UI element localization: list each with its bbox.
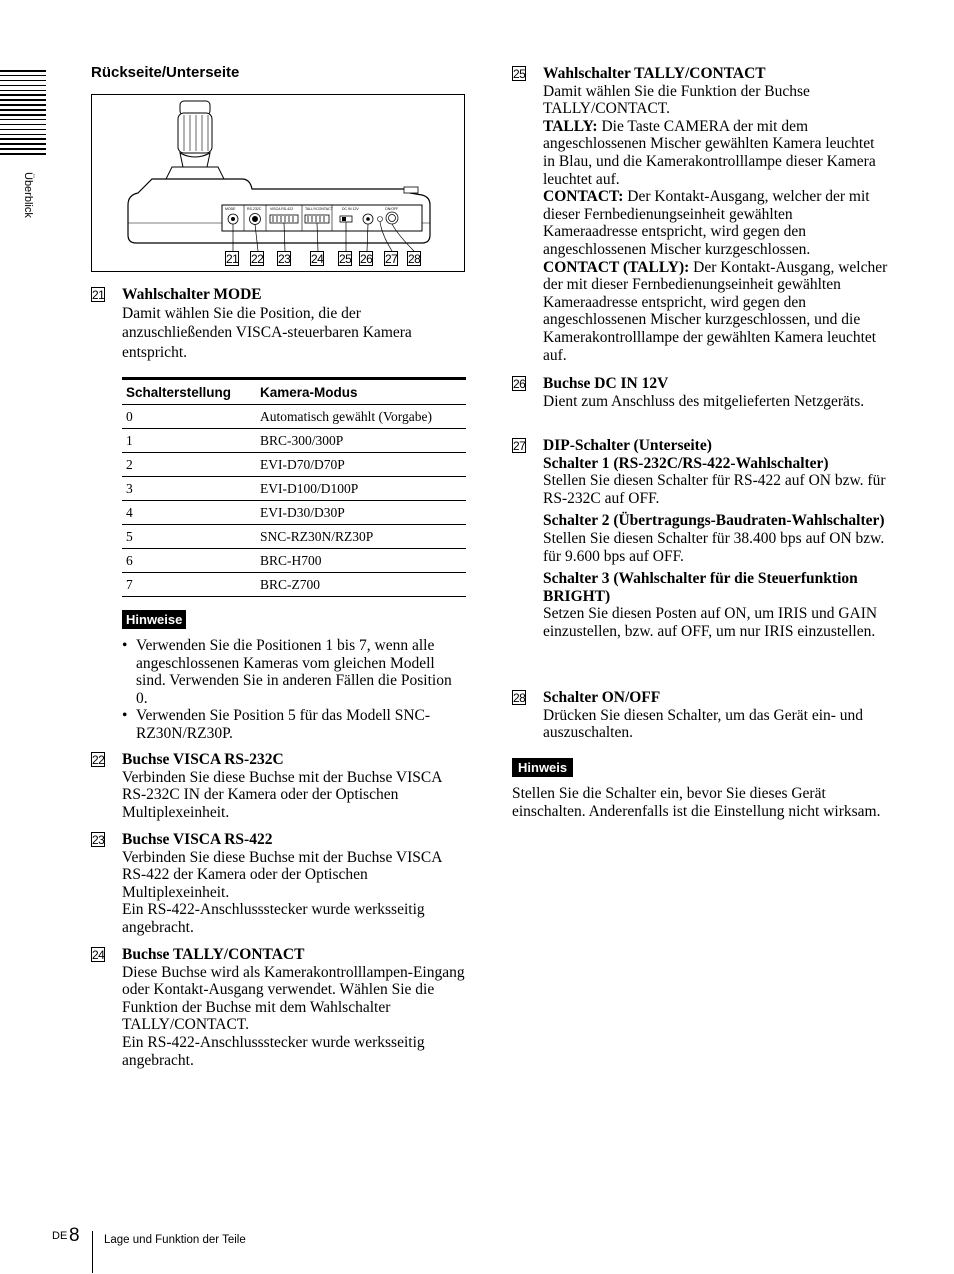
table-header-row [122, 379, 466, 405]
svg-text:TALLY/CONTACT: TALLY/CONTACT [305, 207, 333, 211]
rear-panel-figure [91, 94, 465, 272]
item-25-number: 25 [513, 67, 526, 81]
table-row [122, 453, 466, 477]
table-row [122, 429, 466, 453]
item-21-body: Damit wählen Sie die Position, die der anzuschließenden VISCA-steuerbaren Kamera entspricht. [122, 304, 412, 361]
item-22-body: Verbinden Sie diese Buchse mit der Buchse VISCA RS-232C IN der Kamera oder der Optischen Multiplexeinheit. [122, 768, 442, 821]
item-23-number: 23 [92, 833, 105, 847]
table-cell: 0 [122, 405, 256, 429]
table-cell: BRC-300/300P [256, 429, 466, 453]
table-cell: EVI-D30/D30P [256, 501, 466, 525]
item-24-number: 24 [92, 948, 105, 962]
svg-text:DC IN 12V: DC IN 12V [342, 207, 359, 211]
item-24-body: Diese Buchse wird als Kamerakontrolllampen-Eingang oder Kontakt-Ausgang verwendet. Wählen Sie die Funktion der Buchse mit dem Wahlschalter TALLY/CONTACT. [122, 963, 465, 1034]
svg-text:VISCA RS-422: VISCA RS-422 [270, 207, 294, 211]
table-cell: Automatisch gewählt (Vorgabe) [256, 405, 466, 429]
list-item: • Verwenden Sie Position 5 für das Modell SNC-RZ30N/RZ30P. [122, 707, 466, 742]
section-heading: Rückseite/Unterseite [91, 64, 240, 81]
footer-section: Lage und Funktion der Teile [104, 1234, 246, 1246]
item-25-contact-tally [543, 259, 888, 365]
item-23 [91, 831, 466, 937]
callout-23: 23 [278, 252, 291, 266]
contact-tally-text: Der Kontakt-Ausgang, welcher der mit dieser Fernbedienungseinheit gewählten Kameraadresse entspricht, wird gegen den angeschlossenen Mischer kurzgeschlossen, und die Kamerakontrolllampe der gewählten Kamera leuchtet auf. [543, 258, 888, 364]
callout-22: 22 [251, 252, 264, 266]
item-26-number: 26 [513, 377, 526, 391]
item-23-body: Verbinden Sie diese Buchse mit der Buchse VISCA RS-422 der Kamera oder der Optischen Multiplexeinheit. [122, 848, 442, 901]
table-cell: 1 [122, 429, 256, 453]
callout-25: 25 [339, 252, 352, 266]
note-text: Stellen Sie die Schalter ein, bevor Sie dieses Gerät einschalten. Anderenfalls ist die Einstellung nicht wirksam. [512, 785, 881, 820]
switch-3-title: Schalter 3 (Wahlschalter für die Steuerfunktion BRIGHT) [543, 570, 858, 605]
table-cell: EVI-D70/D70P [256, 453, 466, 477]
item-27-title: DIP-Schalter (Unterseite) [543, 437, 712, 454]
svg-text:RS-232C: RS-232C [247, 207, 262, 211]
item-22-number: 22 [92, 753, 105, 767]
list-item: • Verwenden Sie die Positionen 1 bis 7, wenn alle angeschlossenen Kameras vom gleichen Modell sind. Verwenden Sie in anderen Fällen die Position 0. [122, 637, 466, 707]
table-cell: 6 [122, 549, 256, 573]
side-tab-label: Überblick [22, 172, 34, 218]
contact-tally-label: CONTACT (TALLY): [543, 258, 690, 276]
item-25-title: Wahlschalter TALLY/CONTACT [543, 65, 766, 82]
item-25-contact [543, 188, 888, 258]
notes-label: Hinweise [122, 610, 186, 629]
item-25 [512, 65, 888, 364]
table-row [122, 525, 466, 549]
table-row [122, 573, 466, 597]
table-cell: BRC-Z700 [256, 573, 466, 597]
item-25-body: Damit wählen Sie die Funktion der Buchse TALLY/CONTACT. [543, 82, 810, 118]
item-25-tally [543, 118, 888, 188]
switch-3-text: Setzen Sie diesen Posten auf ON, um IRIS und GAIN einzustellen, bzw. auf OFF, um nur IRIS einzustellen. [543, 605, 878, 640]
notes-list [122, 637, 466, 743]
switch-1-text: Stellen Sie diesen Schalter für RS-422 auf ON bzw. für RS-232C auf OFF. [543, 472, 886, 507]
callout-26: 26 [360, 252, 373, 266]
item-23-body-2: Ein RS-422-Anschlussstecker wurde werksseitig angebracht. [122, 901, 425, 936]
item-24-title: Buchse TALLY/CONTACT [122, 946, 305, 963]
footer-language: DE [52, 1230, 68, 1242]
callout-24: 24 [311, 252, 324, 266]
svg-text:ON/OFF: ON/OFF [385, 207, 399, 211]
item-28 [512, 689, 888, 742]
item-26 [512, 375, 888, 410]
item-21-title: Wahlschalter MODE [122, 286, 262, 303]
item-26-body: Dient zum Anschluss des mitgelieferten Netzgeräts. [543, 392, 865, 410]
mode-table [122, 377, 466, 597]
item-22-title: Buchse VISCA RS-232C [122, 751, 284, 768]
svg-text:MODE: MODE [225, 207, 236, 211]
item-24-body-2: Ein RS-422-Anschlussstecker wurde werksseitig angebracht. [122, 1033, 425, 1069]
item-24 [91, 946, 466, 1069]
item-22 [91, 751, 466, 821]
table-row [122, 405, 466, 429]
table-row [122, 477, 466, 501]
table-cell: 5 [122, 525, 256, 549]
item-23-title: Buchse VISCA RS-422 [122, 831, 273, 848]
switch-1-title: Schalter 1 (RS-232C/RS-422-Wahlschalter) [543, 454, 829, 472]
item-28-title: Schalter ON/OFF [543, 689, 661, 706]
tally-text: Die Taste CAMERA der mit dem angeschlossenen Mischer gewählten Kamera leuchtet in Blau, und die Kamerakontrolllampe dieser Kamera leuchtet auf. [543, 117, 876, 188]
table-cell: 3 [122, 477, 256, 501]
page-number: 8 [69, 1225, 80, 1246]
table-row [122, 549, 466, 573]
item-27-number: 27 [513, 439, 526, 453]
item-21 [91, 286, 466, 362]
item-21-number: 21 [92, 288, 105, 302]
table-cell: SNC-RZ30N/RZ30P [256, 525, 466, 549]
contact-label: CONTACT: [543, 188, 624, 206]
rear-panel-illustration [92, 95, 464, 271]
side-tab-bars [0, 70, 46, 160]
table-cell: 7 [122, 573, 256, 597]
contact-text: Der Kontakt-Ausgang, welcher der mit dieser Fernbedienungseinheit gewählten Kameraadresse entspricht, wird gegen den angeschlossenen Mischer kurzgeschlossen. [543, 188, 870, 258]
footer-divider [92, 1231, 93, 1273]
table-header: Schalterstellung [122, 379, 256, 405]
callout-27: 27 [385, 252, 398, 266]
item-27 [512, 437, 888, 641]
item-26-title: Buchse DC IN 12V [543, 375, 669, 392]
item-28-number: 28 [513, 691, 526, 705]
table-cell: 4 [122, 501, 256, 525]
table-header: Kamera-Modus [256, 379, 466, 405]
callout-28: 28 [408, 252, 421, 266]
switch-2-title: Schalter 2 (Übertragungs-Baudraten-Wahlschalter) [543, 512, 885, 530]
callout-21: 21 [226, 252, 239, 266]
table-cell: 2 [122, 453, 256, 477]
table-row [122, 501, 466, 525]
switch-2-text: Stellen Sie diesen Schalter für 38.400 bps auf ON bzw. für 9.600 bps auf OFF. [543, 529, 885, 565]
note-label: Hinweis [512, 758, 573, 777]
tally-label: TALLY: [543, 117, 598, 135]
item-28-body: Drücken Sie diesen Schalter, um das Gerät ein- und auszuschalten. [543, 706, 864, 742]
table-cell: BRC-H700 [256, 549, 466, 573]
table-cell: EVI-D100/D100P [256, 477, 466, 501]
